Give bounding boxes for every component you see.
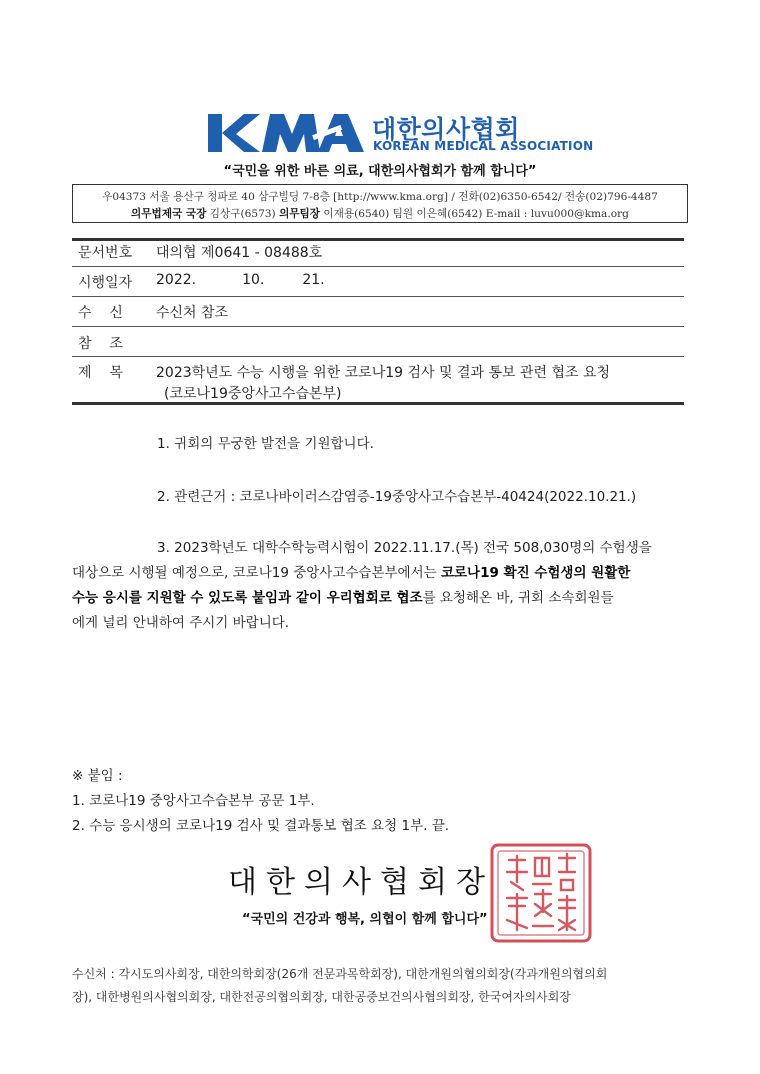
p3-line2-bold: 코로나19 확진 수험생의 원활한 xyxy=(440,565,631,581)
date-value xyxy=(156,272,325,288)
header-rule-top xyxy=(72,238,684,241)
contact-persons: 이재용(6540) 팀원 이은혜(6542) E-mail : luvu000@kma.org xyxy=(323,208,629,220)
letterhead-slogan: “국민을 위한 바른 의료, 대한의사협회가 함께 합니다” xyxy=(223,164,537,179)
signature-char: 회 xyxy=(418,865,447,900)
attachment-label: ※ 붙임 : xyxy=(72,768,123,784)
subject-line-1: 2023학년도 수능 시행을 위한 코로나19 검사 및 결과 통보 관련 협조 요청 xyxy=(156,365,611,381)
signature-char: 사 xyxy=(342,865,371,900)
doc-number-row xyxy=(78,242,323,262)
attachment-item-1: 1. 코로나19 중앙사고수습본부 공문 1부. xyxy=(72,793,315,809)
doc-number-label: 문서번호 xyxy=(78,245,133,261)
lead-label: 의무팀장 xyxy=(279,208,320,220)
body-paragraph-3-line-1: 3. 2023학년도 대학수학능력시험이 2022.11.17.(목) 전국 508,030명의 수험생을 xyxy=(157,540,652,556)
body-paragraph-1: 1. 귀회의 무궁한 발전을 기원합니다. xyxy=(157,436,374,452)
official-seal-icon xyxy=(489,842,593,944)
reference-label: 참 조 xyxy=(78,336,123,352)
signature-char: 한 xyxy=(266,865,295,900)
body-paragraph-3-line-2 xyxy=(72,561,630,581)
signature-title xyxy=(228,857,494,901)
date-month: 10. xyxy=(242,272,265,288)
p3-line2-text: 대상으로 시행될 예정으로, 코로나19 중앙사고수습본부에서는 xyxy=(72,565,441,581)
doc-number-value: 대의협 제0641 - 08488호 xyxy=(156,245,323,261)
header-rule-bottom xyxy=(72,402,684,405)
body-paragraph-2: 2. 관련근거 : 코로나바이러스감염증-19중앙사고수습본부-40424(2022.10.21.) xyxy=(157,489,637,505)
contact-line xyxy=(73,206,687,221)
date-year: 2022. xyxy=(156,272,197,288)
subject-row xyxy=(78,362,611,382)
subject-label: 제 목 xyxy=(78,365,123,381)
org-name-kr: 대한의사협회 xyxy=(372,115,520,144)
letterhead-logo xyxy=(208,112,594,154)
body-paragraph-3-line-3 xyxy=(72,586,614,606)
reference-row xyxy=(78,333,150,353)
kma-logo-icon xyxy=(208,112,364,154)
recipient-list-line-2: 장), 대한병원의사협의회장, 대한전공의협의회장, 대한공중보건의사협의회장, 한국여자의사회장 xyxy=(72,990,571,1004)
dept-person: 김상구(6573) xyxy=(209,208,276,220)
row-divider xyxy=(72,266,684,267)
p3-line3-text: 를 요청해온 바, 귀회 소속회원들 xyxy=(422,590,614,606)
recipient-list-line-1: 수신처 : 각시도의사회장, 대한의학회장(26개 전문과목학회장), 대한개원의협의회장(각과개원의협의회 xyxy=(72,967,608,981)
signature-char: 의 xyxy=(304,865,333,900)
recipient-value: 수신처 참조 xyxy=(156,305,229,321)
signature-char: 협 xyxy=(380,865,409,900)
address-box xyxy=(72,184,688,223)
date-day: 21. xyxy=(302,272,325,288)
body-paragraph-3-line-4: 에게 널리 안내하여 주시기 바랍니다. xyxy=(72,615,290,631)
subject-line-2: (코로나19중앙사고수습본부) xyxy=(164,386,342,402)
row-divider xyxy=(72,296,684,297)
date-row xyxy=(78,272,325,292)
recipient-row xyxy=(78,302,229,322)
p3-line3-bold: 수능 응시를 지원할 수 있도록 붙임과 같이 우리협회로 협조 xyxy=(72,590,423,606)
date-label: 시행일자 xyxy=(78,275,133,291)
address-line: 우04373 서울 용산구 청파로 40 삼구빌딩 7-8층 [http://www.kma.org] / 전화(02)6350-6542/ 전송(02)796-4487 xyxy=(102,191,658,203)
signature-char: 대 xyxy=(228,865,257,900)
attachment-item-2: 2. 수능 응시생의 코로나19 검사 및 결과통보 협조 요청 1부. 끝. xyxy=(72,818,450,834)
row-divider xyxy=(72,326,684,327)
dept-label: 의무법제국 국장 xyxy=(131,208,207,220)
org-name-en: KOREAN MEDICAL ASSOCIATION xyxy=(373,139,594,153)
signature-char: 장 xyxy=(456,865,485,900)
recipient-label: 수 신 xyxy=(78,305,123,321)
row-divider xyxy=(72,356,684,357)
signature-slogan: “국민의 건강과 행복, 의협이 함께 합니다” xyxy=(242,912,488,927)
